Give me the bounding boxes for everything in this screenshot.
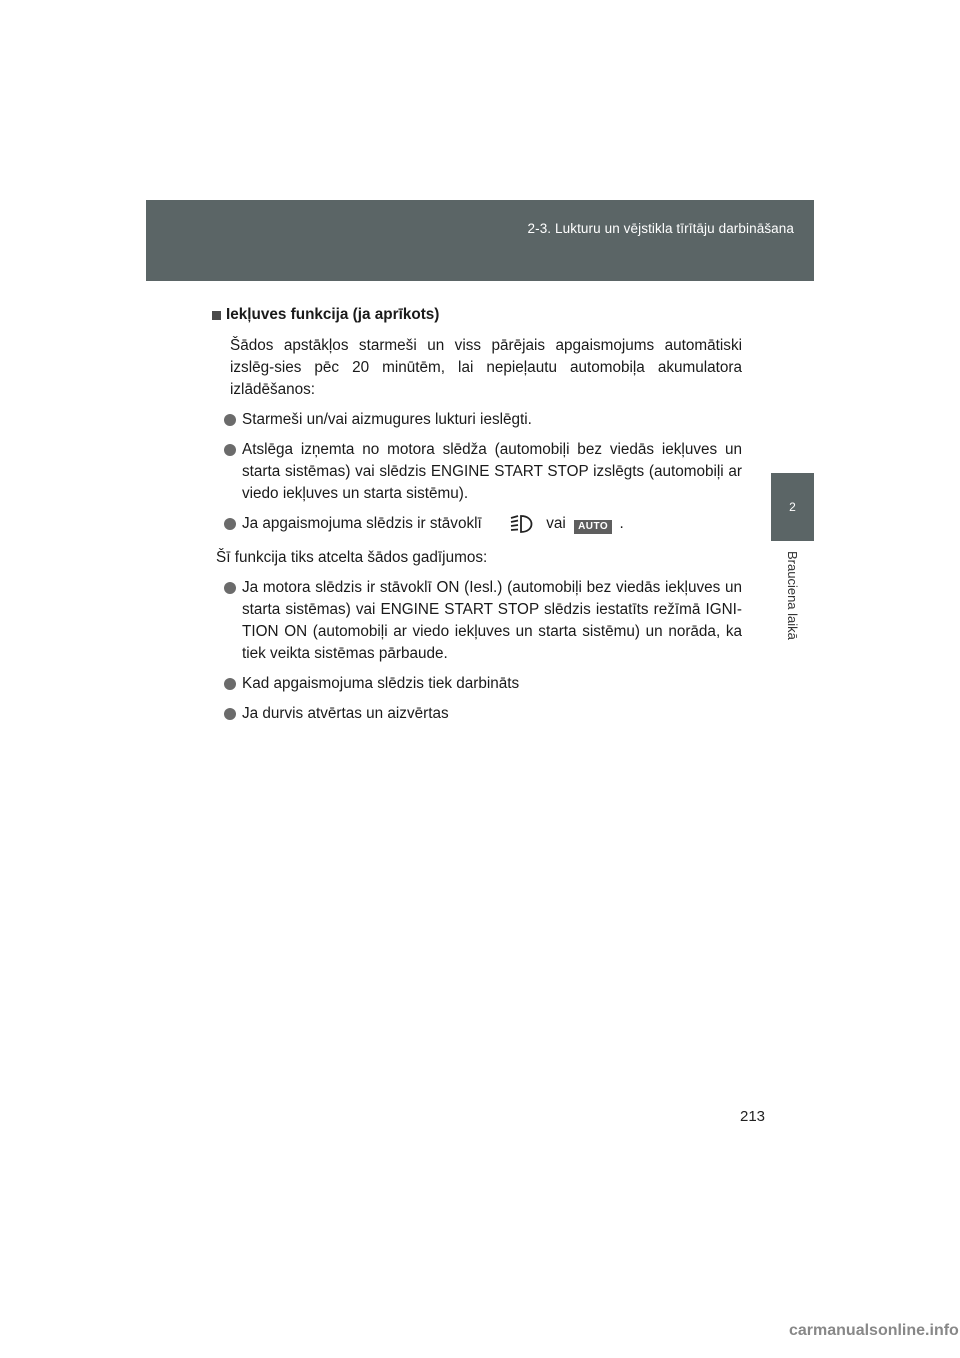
- section-header-title: 2-3. Lukturu un vējstikla tīrītāju darbināšana: [527, 221, 794, 236]
- bullet-icon: [224, 518, 236, 530]
- switch-suffix: .: [619, 515, 624, 532]
- list-item: [214, 703, 742, 725]
- bullet-icon: [224, 414, 236, 426]
- cancel-intro: Šī funkcija tiks atcelta šādos gadījumos:: [216, 549, 488, 566]
- auto-icon: AUTO: [574, 520, 612, 534]
- switch-prefix: Ja apgaismojuma slēdzis ir stāvoklī: [242, 515, 482, 532]
- chapter-label: Brauciena laikā: [785, 551, 800, 640]
- page-content: [214, 304, 742, 725]
- switch-or: vai: [546, 515, 566, 532]
- intro-paragraph: Šādos apstākļos starmeši un viss pārējais apgaismojums automātiski izslēg-sies pēc 20 minūtēm, lai nepieļautu automobiļa akumulatora izlādēšanos:: [230, 337, 742, 398]
- header-band: [146, 200, 814, 281]
- page-number: 213: [740, 1108, 766, 1125]
- list-item: [214, 513, 742, 541]
- bullet-icon: [224, 678, 236, 690]
- chapter-label-box: [771, 551, 814, 661]
- section-heading-text: Iekļuves funkcija (ja aprīkots): [226, 306, 440, 323]
- square-bullet-icon: [212, 311, 221, 320]
- list-item-text: Ja durvis atvērtas un aizvērtas: [242, 705, 449, 722]
- list-item: [214, 577, 742, 665]
- list-item-text: Atslēga izņemta no motora slēdža (automobiļi bez viedās iekļuves un starta sistēmas) vai slēdzis ENGINE START STOP izslēgts (automobiļi ar viedo iekļuves un starta sistēmu).: [242, 441, 742, 502]
- list-item-text: Starmeši un/vai aizmugures lukturi ieslēgti.: [242, 411, 532, 428]
- list-item: [214, 439, 742, 505]
- headlight-icon: [510, 514, 536, 541]
- watermark: carmanualsonline.info: [789, 1322, 959, 1339]
- chapter-number: 2: [789, 500, 796, 514]
- list-item-text: Ja motora slēdzis ir stāvoklī ON (Iesl.) (automobiļi bez viedās iekļuves un starta sistēmas) vai ENGINE START STOP slēdzis iestatīts režīmā IGNI-TION ON (automobiļi ar viedo iekļuves un starta sistēmu) un norāda, ka tiek veikta sistēmas pārbaude.: [242, 579, 742, 662]
- bullet-icon: [224, 444, 236, 456]
- bullet-icon: [224, 582, 236, 594]
- section-heading: [212, 304, 742, 326]
- list-item: [214, 673, 742, 695]
- list-item: [214, 409, 742, 431]
- list-item-text: Kad apgaismojuma slēdzis tiek darbināts: [242, 675, 520, 692]
- bullet-icon: [224, 708, 236, 720]
- chapter-tab: [771, 473, 814, 541]
